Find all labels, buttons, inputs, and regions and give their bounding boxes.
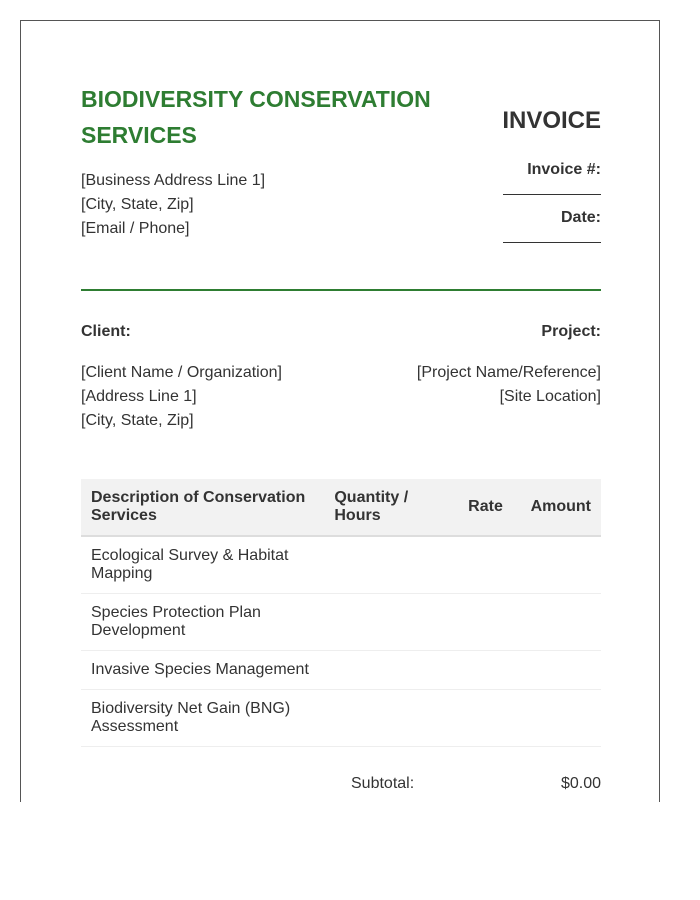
table-row — [81, 651, 601, 690]
invoice-date-label: Date: — [560, 209, 601, 226]
invoice-number-line — [503, 180, 601, 195]
subtotal-value: $0.00 — [560, 775, 601, 792]
row-amount — [513, 536, 601, 594]
subtotal-label: Subtotal: — [351, 775, 415, 792]
row-description: Biodiversity Net Gain (BNG) Assessment — [81, 690, 324, 747]
header-rate: Rate — [447, 479, 513, 536]
invoice-number-field — [503, 160, 601, 195]
row-rate — [447, 594, 513, 651]
row-amount — [513, 690, 601, 747]
business-city-state-zip: [City, State, Zip] — [81, 196, 194, 213]
row-rate — [447, 651, 513, 690]
invoice-title: INVOICE — [502, 107, 601, 134]
row-quantity — [324, 690, 447, 747]
header-amount: Amount — [513, 479, 601, 536]
business-address — [81, 169, 265, 241]
business-address-line-1: [Business Address Line 1] — [81, 172, 266, 189]
client-label: Client: — [81, 323, 131, 340]
row-amount — [513, 651, 601, 690]
row-quantity — [324, 651, 447, 690]
client-name: [Client Name / Organization] — [81, 364, 282, 381]
table-header-row — [81, 479, 601, 536]
row-rate — [447, 690, 513, 747]
client-details — [81, 361, 282, 433]
company-name: BIODIVERSITY CONSERVATION SERVICES — [81, 86, 431, 148]
invoice-date-field — [503, 208, 601, 243]
client-city-state-zip: [City, State, Zip] — [81, 412, 194, 429]
header-quantity: Quantity / Hours — [324, 479, 447, 536]
header-description: Description of Conservation Services — [81, 479, 324, 536]
invoice-date-line — [503, 228, 601, 243]
project-label: Project: — [541, 323, 601, 340]
table-row — [81, 594, 601, 651]
project-name: [Project Name/Reference] — [416, 364, 601, 381]
row-quantity — [324, 536, 447, 594]
row-quantity — [324, 594, 447, 651]
row-description: Species Protection Plan Development — [81, 594, 324, 651]
row-rate — [447, 536, 513, 594]
row-amount — [513, 594, 601, 651]
row-description: Ecological Survey & Habitat Mapping — [81, 536, 324, 594]
table-row — [81, 536, 601, 594]
client-address-line-1: [Address Line 1] — [81, 388, 197, 405]
business-contact: [Email / Phone] — [81, 220, 190, 237]
invoice-number-label: Invoice #: — [527, 161, 601, 178]
project-details — [417, 361, 601, 409]
project-site-location: [Site Location] — [499, 388, 601, 405]
invoice-page — [20, 20, 660, 802]
row-description: Invasive Species Management — [81, 651, 324, 690]
header-divider — [81, 289, 601, 291]
services-table — [81, 479, 601, 747]
table-row — [81, 690, 601, 747]
